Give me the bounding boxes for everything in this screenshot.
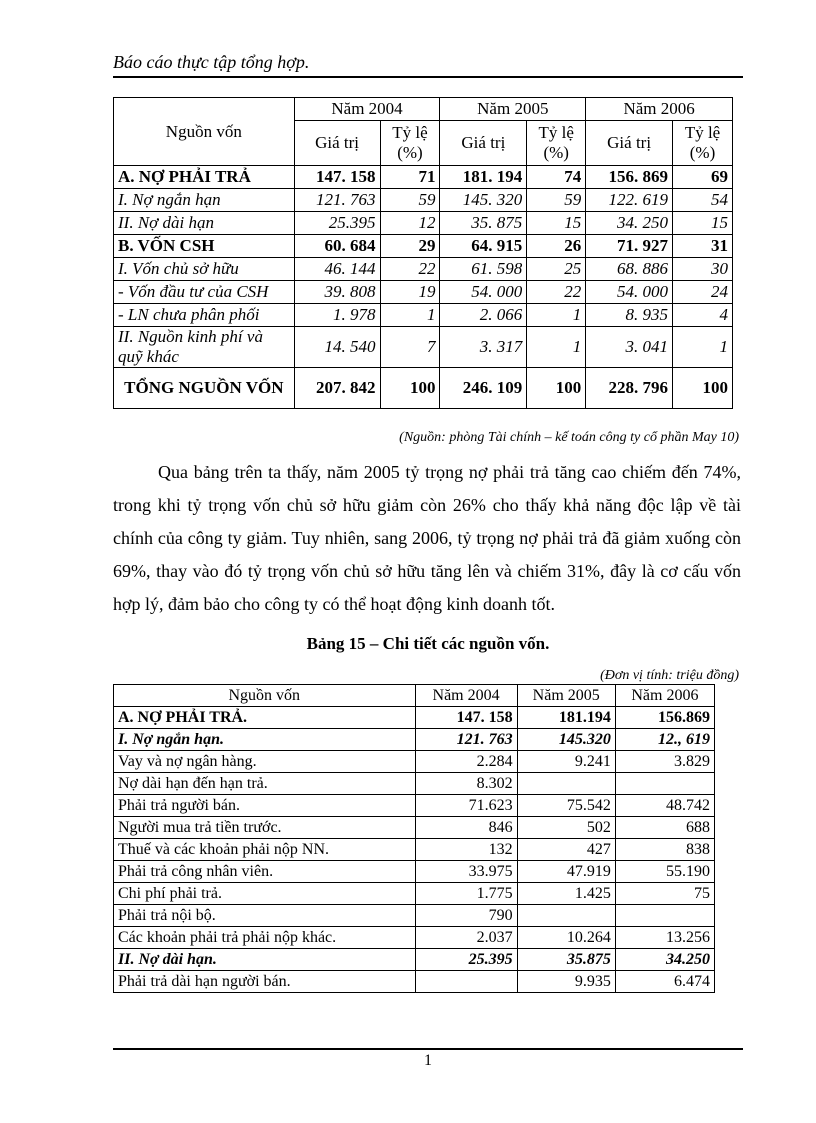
cell-value bbox=[517, 905, 615, 927]
cell-value: 1. 978 bbox=[294, 304, 380, 327]
cell-value: 121. 763 bbox=[294, 189, 380, 212]
table-row bbox=[114, 971, 715, 993]
table-row bbox=[114, 281, 733, 304]
cell-value: 1.775 bbox=[415, 883, 517, 905]
cell-value: 181. 194 bbox=[440, 166, 527, 189]
cell-ratio: 1 bbox=[527, 327, 586, 368]
cell-value: 47.919 bbox=[517, 861, 615, 883]
cell-value: 3. 317 bbox=[440, 327, 527, 368]
row-label: Chi phí phải trả. bbox=[114, 883, 416, 905]
table-row bbox=[114, 905, 715, 927]
cell-ratio: 100 bbox=[380, 368, 440, 409]
column-header: Năm 2006 bbox=[615, 685, 714, 707]
cell-value: 75.542 bbox=[517, 795, 615, 817]
cell-value: 790 bbox=[415, 905, 517, 927]
cell-value: 9.241 bbox=[517, 751, 615, 773]
table-row bbox=[114, 166, 733, 189]
table-header-row bbox=[114, 98, 733, 121]
cell-value: 35. 875 bbox=[440, 212, 527, 235]
cell-value: 8.302 bbox=[415, 773, 517, 795]
cell-value: 228. 796 bbox=[586, 368, 673, 409]
cell-ratio: 59 bbox=[527, 189, 586, 212]
cell-value: 54. 000 bbox=[440, 281, 527, 304]
cell-value: 427 bbox=[517, 839, 615, 861]
table-row bbox=[114, 212, 733, 235]
header-divider bbox=[113, 76, 743, 78]
cell-value: 61. 598 bbox=[440, 258, 527, 281]
table-row bbox=[114, 817, 715, 839]
table-row bbox=[114, 258, 733, 281]
column-subheader: Giá trị bbox=[294, 121, 380, 166]
cell-value: 39. 808 bbox=[294, 281, 380, 304]
cell-ratio: 29 bbox=[380, 235, 440, 258]
row-label: Phải trả người bán. bbox=[114, 795, 416, 817]
cell-value: 33.975 bbox=[415, 861, 517, 883]
row-label: A. NỢ PHẢI TRẢ. bbox=[114, 707, 416, 729]
cell-ratio: 30 bbox=[673, 258, 733, 281]
column-subheader: Tỷ lệ (%) bbox=[673, 121, 733, 166]
row-label: Phải trả nội bộ. bbox=[114, 905, 416, 927]
cell-ratio: 69 bbox=[673, 166, 733, 189]
cell-value: 246. 109 bbox=[440, 368, 527, 409]
column-header: Năm 2004 bbox=[415, 685, 517, 707]
cell-ratio: 71 bbox=[380, 166, 440, 189]
cell-value: 207. 842 bbox=[294, 368, 380, 409]
table-row bbox=[114, 751, 715, 773]
table-row bbox=[114, 839, 715, 861]
table-row bbox=[114, 729, 715, 751]
cell-ratio: 74 bbox=[527, 166, 586, 189]
column-header: Năm 2006 bbox=[586, 98, 733, 121]
table-row-total bbox=[114, 368, 733, 409]
cell-value: 3. 041 bbox=[586, 327, 673, 368]
cell-value bbox=[517, 773, 615, 795]
capital-detail-table bbox=[113, 684, 715, 993]
row-label: Người mua trả tiền trước. bbox=[114, 817, 416, 839]
column-header: Nguồn vốn bbox=[114, 685, 416, 707]
cell-value: 156.869 bbox=[615, 707, 714, 729]
row-label: I. Vốn chủ sở hữu bbox=[114, 258, 295, 281]
cell-value: 3.829 bbox=[615, 751, 714, 773]
cell-ratio: 100 bbox=[527, 368, 586, 409]
cell-ratio: 25 bbox=[527, 258, 586, 281]
cell-value: 1.425 bbox=[517, 883, 615, 905]
cell-value: 156. 869 bbox=[586, 166, 673, 189]
cell-value: 2. 066 bbox=[440, 304, 527, 327]
table-header-row bbox=[114, 685, 715, 707]
column-subheader: Giá trị bbox=[586, 121, 673, 166]
cell-value: 64. 915 bbox=[440, 235, 527, 258]
cell-value: 147. 158 bbox=[415, 707, 517, 729]
cell-ratio: 15 bbox=[527, 212, 586, 235]
row-label: TỔNG NGUỒN VỐN bbox=[114, 368, 295, 409]
cell-value: 25.395 bbox=[294, 212, 380, 235]
unit-note: (Đơn vị tính: triệu đồng) bbox=[600, 668, 739, 683]
cell-value bbox=[415, 971, 517, 993]
cell-ratio: 7 bbox=[380, 327, 440, 368]
table-row bbox=[114, 327, 733, 368]
table-row bbox=[114, 707, 715, 729]
cell-value: 14. 540 bbox=[294, 327, 380, 368]
row-label: Vay và nợ ngân hàng. bbox=[114, 751, 416, 773]
column-subheader: Tỷ lệ (%) bbox=[527, 121, 586, 166]
cell-value: 25.395 bbox=[415, 949, 517, 971]
cell-value: 71. 927 bbox=[586, 235, 673, 258]
column-header: Năm 2005 bbox=[440, 98, 586, 121]
cell-value: 147. 158 bbox=[294, 166, 380, 189]
row-label: Phải trả dài hạn người bán. bbox=[114, 971, 416, 993]
column-subheader: Giá trị bbox=[440, 121, 527, 166]
row-label: I. Nợ ngắn hạn. bbox=[114, 729, 416, 751]
cell-ratio: 19 bbox=[380, 281, 440, 304]
table-row bbox=[114, 304, 733, 327]
cell-ratio: 4 bbox=[673, 304, 733, 327]
cell-value: 46. 144 bbox=[294, 258, 380, 281]
cell-value: 48.742 bbox=[615, 795, 714, 817]
row-label: A. NỢ PHẢI TRẢ bbox=[114, 166, 295, 189]
capital-structure-table bbox=[113, 97, 733, 409]
cell-ratio: 1 bbox=[673, 327, 733, 368]
cell-ratio: 12 bbox=[380, 212, 440, 235]
cell-value: 13.256 bbox=[615, 927, 714, 949]
source-note: (Nguồn: phòng Tài chính – kế toán công ty cổ phần May 10) bbox=[399, 430, 739, 445]
cell-value: 145.320 bbox=[517, 729, 615, 751]
cell-value bbox=[615, 773, 714, 795]
column-header: Năm 2004 bbox=[294, 98, 440, 121]
row-label: Thuế và các khoản phải nộp NN. bbox=[114, 839, 416, 861]
table-row bbox=[114, 795, 715, 817]
cell-value: 12., 619 bbox=[615, 729, 714, 751]
cell-ratio: 100 bbox=[673, 368, 733, 409]
row-label: Các khoản phải trả phải nộp khác. bbox=[114, 927, 416, 949]
cell-value: 502 bbox=[517, 817, 615, 839]
cell-ratio: 24 bbox=[673, 281, 733, 304]
cell-ratio: 15 bbox=[673, 212, 733, 235]
table-row bbox=[114, 949, 715, 971]
row-label: B. VỐN CSH bbox=[114, 235, 295, 258]
cell-value: 2.037 bbox=[415, 927, 517, 949]
cell-value: 35.875 bbox=[517, 949, 615, 971]
row-label: II. Nợ dài hạn. bbox=[114, 949, 416, 971]
cell-value: 55.190 bbox=[615, 861, 714, 883]
cell-value: 2.284 bbox=[415, 751, 517, 773]
cell-value: 34. 250 bbox=[586, 212, 673, 235]
column-header: Nguồn vốn bbox=[114, 98, 295, 166]
row-label: II. Nguồn kinh phí và quỹ khác bbox=[114, 327, 295, 368]
cell-ratio: 22 bbox=[527, 281, 586, 304]
row-label: II. Nợ dài hạn bbox=[114, 212, 295, 235]
row-label: I. Nợ ngắn hạn bbox=[114, 189, 295, 212]
table-row bbox=[114, 773, 715, 795]
footer-divider bbox=[113, 1048, 743, 1050]
cell-value: 10.264 bbox=[517, 927, 615, 949]
row-label: Phải trả công nhân viên. bbox=[114, 861, 416, 883]
cell-ratio: 26 bbox=[527, 235, 586, 258]
cell-value: 9.935 bbox=[517, 971, 615, 993]
cell-value: 71.623 bbox=[415, 795, 517, 817]
cell-value: 181.194 bbox=[517, 707, 615, 729]
row-label: - Vốn đầu tư của CSH bbox=[114, 281, 295, 304]
cell-value: 6.474 bbox=[615, 971, 714, 993]
page-number: 1 bbox=[424, 1052, 432, 1069]
cell-value: 132 bbox=[415, 839, 517, 861]
table-row bbox=[114, 189, 733, 212]
body-paragraph: Qua bảng trên ta thấy, năm 2005 tỷ trọng nợ phải trả tăng cao chiếm đến 74%, trong khi tỷ trọng vốn chủ sở hữu giảm còn 26% cho thấy khả năng độc lập về tài chính của công ty giảm. Tuy nhiên, sang 2006, tỷ trọng nợ phải trả đã giảm xuống còn 69%, thay vào đó tỷ trọng vốn chủ sở hữu tăng lên và chiếm 31%, đây là cơ cấu vốn hợp lý, đảm bảo cho công ty có thể hoạt động kinh doanh tốt. bbox=[113, 462, 741, 614]
cell-value: 838 bbox=[615, 839, 714, 861]
column-header: Năm 2005 bbox=[517, 685, 615, 707]
cell-value: 121. 763 bbox=[415, 729, 517, 751]
cell-ratio: 22 bbox=[380, 258, 440, 281]
cell-ratio: 1 bbox=[527, 304, 586, 327]
table-row bbox=[114, 883, 715, 905]
cell-value: 688 bbox=[615, 817, 714, 839]
cell-value: 122. 619 bbox=[586, 189, 673, 212]
table-row bbox=[114, 235, 733, 258]
cell-ratio: 31 bbox=[673, 235, 733, 258]
table-row bbox=[114, 927, 715, 949]
column-subheader: Tỷ lệ (%) bbox=[380, 121, 440, 166]
cell-value: 60. 684 bbox=[294, 235, 380, 258]
cell-value: 54. 000 bbox=[586, 281, 673, 304]
cell-ratio: 54 bbox=[673, 189, 733, 212]
cell-value: 75 bbox=[615, 883, 714, 905]
cell-ratio: 59 bbox=[380, 189, 440, 212]
table-caption: Bảng 15 – Chi tiết các nguồn vốn. bbox=[306, 634, 550, 653]
cell-value: 34.250 bbox=[615, 949, 714, 971]
cell-value bbox=[615, 905, 714, 927]
cell-value: 8. 935 bbox=[586, 304, 673, 327]
row-label: Nợ dài hạn đến hạn trả. bbox=[114, 773, 416, 795]
document-header: Báo cáo thực tập tổng hợp. bbox=[113, 52, 310, 72]
table-row bbox=[114, 861, 715, 883]
cell-value: 68. 886 bbox=[586, 258, 673, 281]
cell-value: 145. 320 bbox=[440, 189, 527, 212]
row-label: - LN chưa phân phối bbox=[114, 304, 295, 327]
cell-value: 846 bbox=[415, 817, 517, 839]
cell-ratio: 1 bbox=[380, 304, 440, 327]
